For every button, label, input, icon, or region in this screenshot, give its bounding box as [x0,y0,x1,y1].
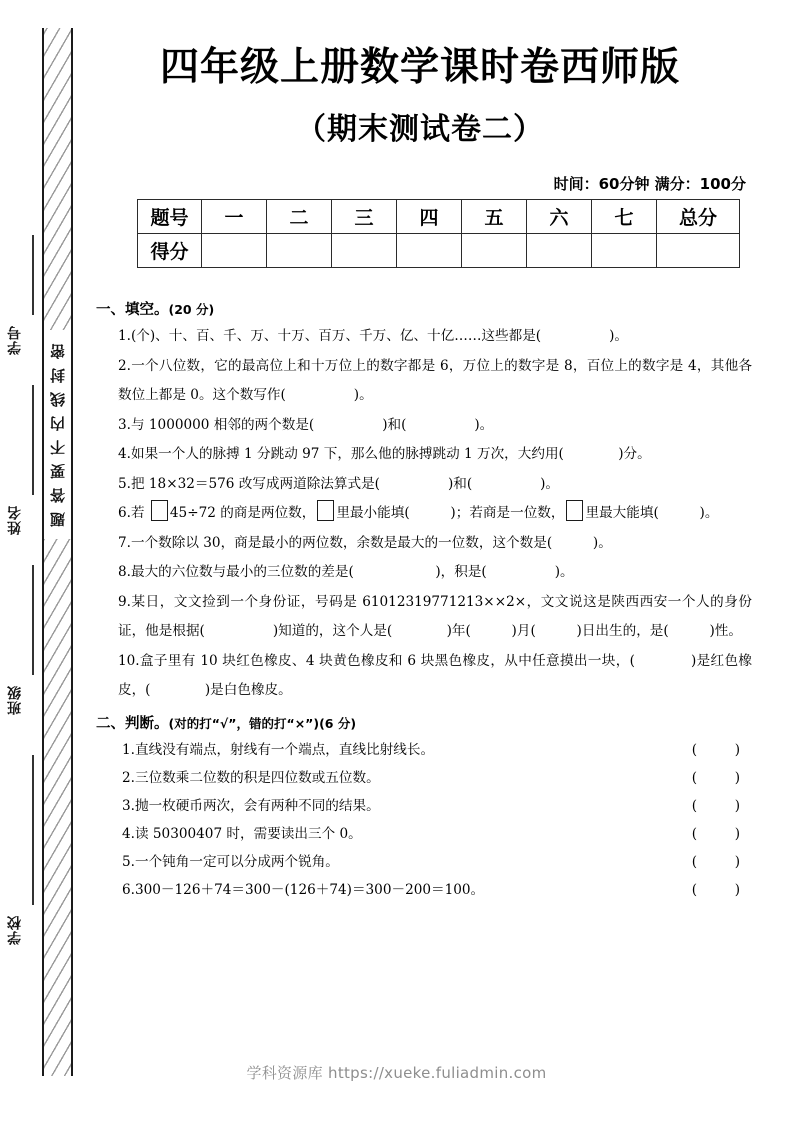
sealing-line-band [42,28,73,1076]
exam-question [118,470,756,500]
watermark: 学科资源库 https://xueke.fuliadmin.com [246,1064,547,1082]
question-text: 读 50300407 时，需要读出三个 0。 [134,825,362,842]
exam-question [118,558,756,588]
question-number: 3. [122,797,135,814]
score-table [137,199,740,268]
sealing-line-char: 题 [50,510,66,528]
question-text-part: 里最小能填( )；若商是一位数， [336,505,565,521]
score-table-header-label: 题号 [138,200,202,234]
question-text: 一个数除以 30，商是最小的两位数，余数是最大的一位数，这个数是( )。 [130,534,612,551]
student-info-write-line[interactable] [32,565,34,675]
true-false-answer-slot[interactable]: ( ) [691,853,752,870]
section-heading [96,298,756,319]
score-table-total-header: 总分 [657,200,740,234]
score-table-score-cell[interactable] [267,234,332,268]
table-row [138,234,740,268]
student-info-label: 学号 [7,325,23,355]
score-table-column-header: 七 [592,200,657,234]
page-subtitle: （期末测试卷二） [296,112,544,147]
score-table-score-cell[interactable] [462,234,527,268]
student-info-label: 姓名 [7,505,23,535]
section-heading [96,712,756,733]
question-number: 6. [122,881,135,898]
section-heading-text: 一、填空。 [96,302,169,318]
question-text: 把 18×32＝576 改写成两道除法算式是( )和( )。 [130,475,560,492]
exam-question [118,499,756,529]
exam-question [118,647,756,706]
score-table-score-cell[interactable] [592,234,657,268]
exam-question [122,820,756,848]
true-false-answer-slot[interactable]: ( ) [691,769,752,786]
score-table-score-cell[interactable] [202,234,267,268]
sealing-line-char: 内 [50,414,66,432]
answer-box[interactable] [566,500,583,521]
true-false-answer-slot[interactable]: ( ) [691,825,752,842]
question-number: 6. [118,505,131,521]
sealing-line-text [44,330,71,539]
exam-question [118,411,756,441]
table-row [138,200,740,234]
question-text-part: 45÷72 的商是两位数， [169,505,316,521]
sealing-line-char: 封 [50,366,66,384]
score-table-score-cell[interactable] [527,234,592,268]
question-number: 9. [118,593,131,610]
exam-question [118,322,756,352]
score-table-column-header: 一 [202,200,267,234]
true-false-answer-slot[interactable]: ( ) [691,797,752,814]
score-table-column-header: 六 [527,200,592,234]
question-number: 4. [122,825,135,842]
exam-question [122,876,756,904]
sealing-line-char: 密 [50,342,66,360]
true-false-answer-slot[interactable]: ( ) [691,741,752,758]
question-number: 3. [118,416,131,433]
question-text: 300－126＋74＝300－(126＋74)＝300－200＝100。 [134,881,485,898]
true-false-answer-slot[interactable]: ( ) [691,881,752,898]
question-text: 某日，文文捡到一个身份证，号码是 61012319771213××2×，文文说这是陕西西安一个人的身份证，他是根据( )知道的，这个人是( )年( )月( )日出生的，是( )性。 [118,593,752,639]
question-number: 1. [118,328,131,344]
exam-question [118,529,756,559]
question-text: 如果一个人的脉搏 1 分跳动 97 下，那么他的脉搏跳动 1 万次，大约用( )分。 [130,446,651,462]
section-heading-text: 二、判断。 [96,715,169,732]
score-table-score-label: 得分 [138,234,202,268]
page-title: 四年级上册数学课时卷西师版 [159,45,680,90]
question-text: 与 1000000 相邻的两个数是( )和( )。 [130,416,494,433]
score-table-column-header: 五 [462,200,527,234]
question-text: 最大的六位数与最小的三位数的差是( )，积是( )。 [130,564,574,580]
exam-question [122,792,756,820]
sealing-line-char: 线 [50,390,66,408]
exam-section [96,298,756,706]
answer-box[interactable] [151,500,168,521]
question-number: 1. [122,741,135,758]
question-text: 一个钝角一定可以分成两个锐角。 [134,853,339,870]
exam-content [96,292,756,906]
exam-question [122,764,756,792]
question-text-part: 若 [130,505,149,521]
student-info-label: 班级 [7,685,23,715]
sealing-line-char: 答 [50,486,66,504]
question-text: 一个八位数，它的最高位上和十万位上的数字都是 6，万位上的数字是 8，百位上的数字是 4，其他各数位上都是 0。这个数写作( )。 [118,357,752,403]
sealing-line-char: 不 [50,438,66,456]
question-number: 4. [118,446,131,462]
student-info-write-line[interactable] [32,755,34,905]
score-table-column-header: 三 [332,200,397,234]
exam-question [122,736,756,764]
student-info-label: 学校 [7,915,23,945]
question-text: 盒子里有 10 块红色橡皮、4 块黄色橡皮和 6 块黑色橡皮，从中任意摸出一块，( )是红色橡皮，( )是白色橡皮。 [118,652,752,698]
question-text: (个)、十、百、千、万、十万、百万、千万、亿、十亿……这些都是( )。 [130,328,628,344]
question-number: 10. [118,652,140,669]
student-info-write-line[interactable] [32,235,34,315]
question-number: 5. [122,853,135,870]
score-table-score-cell[interactable] [332,234,397,268]
question-number: 8. [118,564,131,580]
question-number: 5. [118,475,131,492]
question-text: 直线没有端点，射线有一个端点，直线比射线长。 [134,741,435,758]
exam-question [118,440,756,470]
score-table-score-cell[interactable] [397,234,462,268]
student-info-write-line[interactable] [32,385,34,495]
section-points: (对的打“√”，错的打“×”)(6 分) [168,715,357,731]
question-text-part: 里最大能填( )。 [585,505,719,521]
question-text: 三位数乘二位数的积是四位数或五位数。 [134,769,380,786]
score-table-column-header: 四 [397,200,462,234]
exam-section [96,712,756,904]
exam-question [118,588,756,647]
question-number: 7. [118,534,131,551]
score-table-column-header: 二 [267,200,332,234]
question-text: 抛一枚硬币两次，会有两种不同的结果。 [134,797,380,814]
answer-box[interactable] [317,500,334,521]
question-number: 2. [118,357,131,374]
question-number: 2. [122,769,135,786]
exam-question [122,848,756,876]
exam-question [118,352,756,411]
exam-meta: 时间：60分钟 满分：100分 [553,175,746,193]
score-table-score-cell[interactable] [657,234,740,268]
section-points: (20 分) [168,302,215,317]
sealing-line-char: 要 [50,462,66,480]
student-info-fields [8,235,42,955]
